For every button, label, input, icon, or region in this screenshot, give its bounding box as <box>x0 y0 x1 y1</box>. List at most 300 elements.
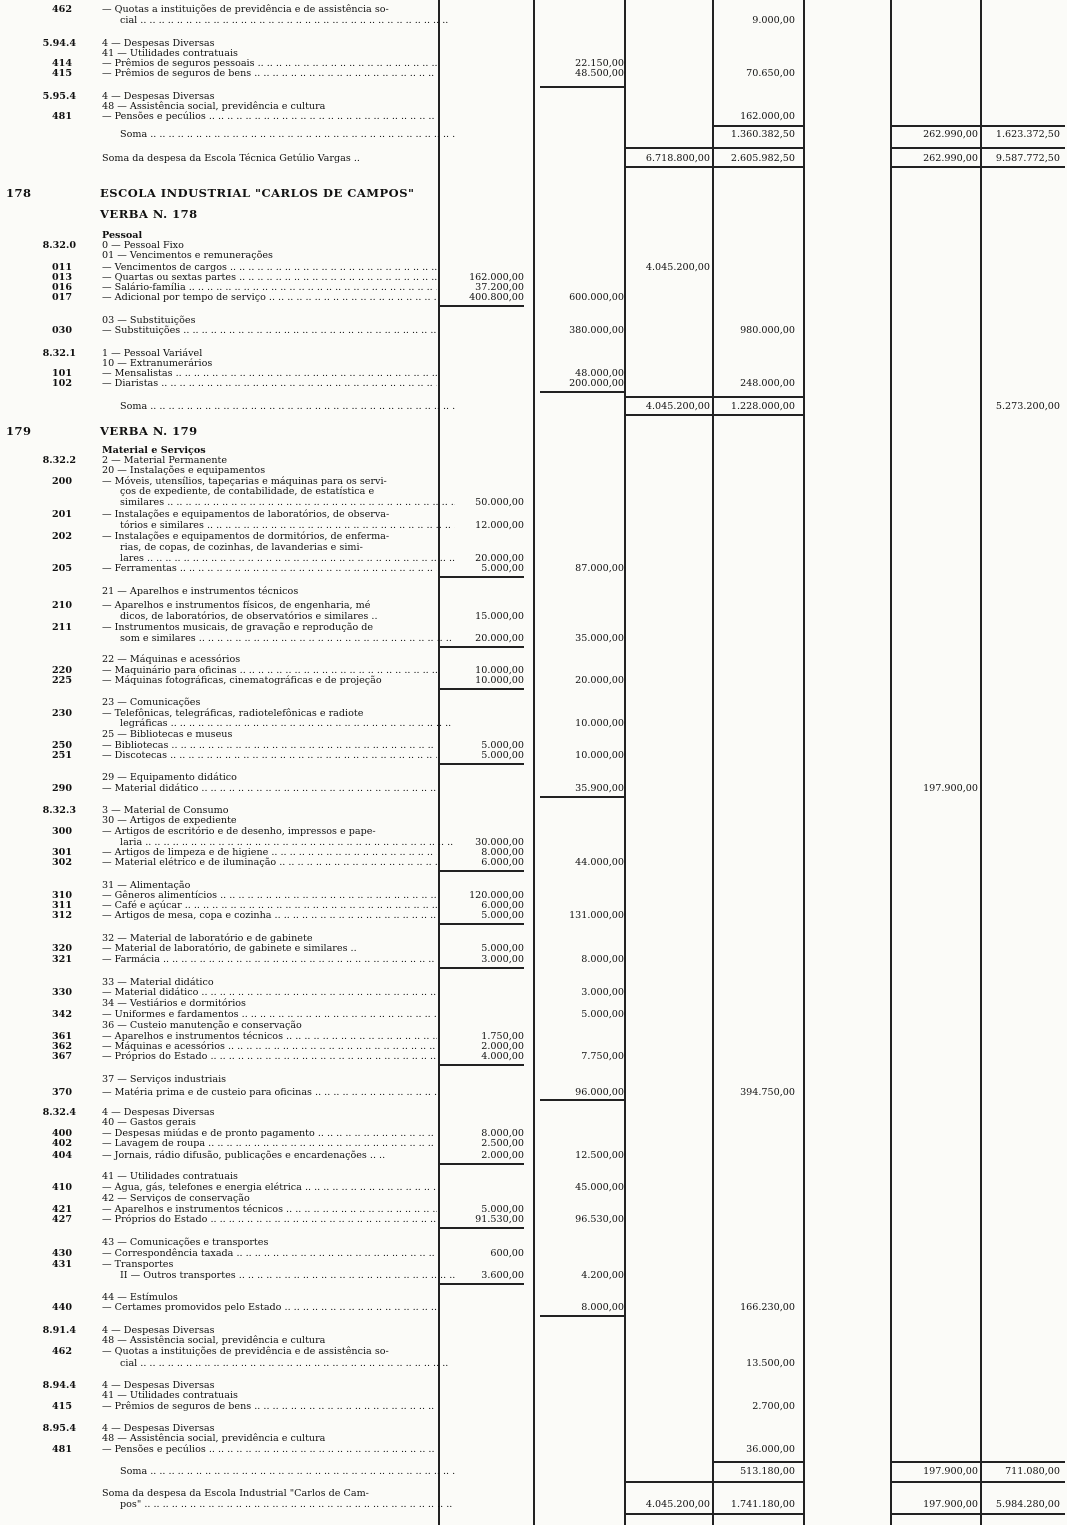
item-description: — Substituições .. .. <box>102 325 437 336</box>
item-description: — Pensões e pecúlios .. .. <box>102 1444 437 1455</box>
item-description: legráficas .. .. <box>120 718 455 729</box>
amount-v4: 1.360.382,50 <box>730 129 795 140</box>
item-description: 41 — Utilidades contratuais <box>102 48 238 59</box>
item-description: 37 — Serviços industriais <box>102 1074 227 1085</box>
amount-v4: 1.741.180,00 <box>730 1499 795 1510</box>
item-description: 4 — Despesas Diversas <box>102 1325 215 1336</box>
total-rule <box>624 147 803 149</box>
amount-v1: 8.000,00 <box>481 1128 524 1139</box>
item-code: 013 <box>51 272 72 283</box>
table-row <box>0 1270 1067 1281</box>
table-row <box>0 1401 1067 1412</box>
item-description: 42 — Serviços de conservação <box>102 1193 250 1204</box>
table-row <box>0 697 1067 708</box>
table-row <box>0 1074 1067 1085</box>
item-code: 400 <box>51 1128 72 1139</box>
amount-v4: 9.000,00 <box>752 15 795 26</box>
item-description: — Jornais, rádio difusão, publicações e encardenações .. .. <box>102 1150 386 1161</box>
item-description: 36 — Custeio manutenção e conservação <box>102 1020 302 1031</box>
amount-v1: 400.800,00 <box>469 292 524 303</box>
item-description: 34 — Vestiários e dormitórios <box>102 998 246 1009</box>
amount-v5: 262.990,00 <box>923 129 978 140</box>
amount-v3: 6.718.800,00 <box>645 153 710 164</box>
table-row <box>0 563 1067 574</box>
item-description: dicos, de laboratórios, de observatórios e similares .. <box>120 611 378 622</box>
amount-v6: 1.623.372,50 <box>995 129 1060 140</box>
item-code: 462 <box>51 1346 72 1357</box>
item-description: — Prêmios de seguros de bens .. .. <box>102 1401 437 1412</box>
table-row <box>0 826 1067 837</box>
total-rule <box>624 414 803 416</box>
table-row <box>0 129 1067 140</box>
section-heading: VERBA N. 178 <box>100 207 198 221</box>
item-description: — Instalações e equipamentos de laboratórios, de observa- <box>102 509 390 520</box>
table-row <box>0 998 1067 1009</box>
subtotal-rule <box>440 305 524 307</box>
amount-v2: 5.000,00 <box>581 1009 624 1020</box>
amount-v2: 35.000,00 <box>575 633 624 644</box>
item-description: similares .. .. <box>120 497 455 508</box>
amount-v4: 2.700,00 <box>752 1401 795 1412</box>
table-row <box>0 111 1067 122</box>
item-description: — Máquinas fotográficas, cinematográficas e de projeção <box>102 675 382 686</box>
section-heading: ESCOLA INDUSTRIAL "CARLOS DE CAMPOS" <box>100 186 415 200</box>
item-description: — Quartas ou sextas partes .. .. <box>102 272 437 283</box>
item-description: — Pensões e pecúlios .. .. <box>102 111 437 122</box>
subtotal-rule <box>890 1461 1065 1463</box>
item-description: 29 — Equipamento didático <box>102 772 237 783</box>
amount-v1: 2.000,00 <box>481 1150 524 1161</box>
item-description: 25 — Bibliotecas e museus <box>102 729 233 740</box>
table-row <box>0 1182 1067 1193</box>
amount-v6: 9.587.772,50 <box>995 153 1060 164</box>
amount-v5: 197.900,00 <box>923 1499 978 1510</box>
item-code: 017 <box>51 292 72 303</box>
item-description: cial .. .. <box>120 15 455 26</box>
table-row <box>0 675 1067 686</box>
amount-v2: 45.000,00 <box>575 1182 624 1193</box>
item-code: 367 <box>51 1051 72 1062</box>
amount-v1: 3.000,00 <box>481 954 524 965</box>
amount-v1: 600,00 <box>490 1248 524 1259</box>
subtotal-rule <box>440 688 524 690</box>
item-description: — Café e açúcar .. .. <box>102 900 437 911</box>
item-description: 21 — Aparelhos e instrumentos técnicos <box>102 586 299 597</box>
table-row <box>0 1302 1067 1313</box>
item-code: 402 <box>51 1138 72 1149</box>
item-code: 440 <box>51 1302 72 1313</box>
amount-v2: 96.000,00 <box>575 1087 624 1098</box>
item-description: 48 — Assistência social, previdência e cultura <box>102 1433 326 1444</box>
item-description: — Transportes <box>102 1259 174 1270</box>
amount-v4: 513.180,00 <box>740 1466 795 1477</box>
table-row <box>0 815 1067 826</box>
item-code: 102 <box>51 378 72 389</box>
item-description: — Correspondência taxada .. .. <box>102 1248 437 1259</box>
amount-v1: 91.530,00 <box>475 1214 524 1225</box>
table-row <box>0 1499 1067 1510</box>
amount-v2: 20.000,00 <box>575 675 624 686</box>
table-row <box>0 600 1067 611</box>
table-row <box>0 783 1067 794</box>
classification-code: 8.32.3 <box>42 805 76 816</box>
table-row <box>0 654 1067 665</box>
item-description: — Ferramentas .. .. <box>102 563 437 574</box>
item-code: 310 <box>51 890 72 901</box>
amount-v2: 12.500,00 <box>575 1150 624 1161</box>
subtotal-rule <box>712 1461 803 1463</box>
total-rule <box>890 147 1065 149</box>
table-row <box>0 1150 1067 1161</box>
amount-v3: 4.045.200,00 <box>645 1499 710 1510</box>
amount-v2: 35.900,00 <box>575 783 624 794</box>
item-description: 1 — Pessoal Variável <box>102 348 203 359</box>
item-description: — Uniformes e fardamentos .. .. <box>102 1009 437 1020</box>
table-row <box>0 292 1067 303</box>
amount-v1: 20.000,00 <box>475 553 524 564</box>
subtotal-rule <box>440 1283 524 1285</box>
item-description: — Matéria prima e de custeio para oficinas .. .. <box>102 1087 437 1098</box>
table-row <box>0 772 1067 783</box>
item-description: 48 — Assistência social, previdência e cultura <box>102 101 326 112</box>
table-row <box>0 1346 1067 1357</box>
item-description: laria .. .. <box>120 837 455 848</box>
table-row <box>0 954 1067 965</box>
total-rule <box>890 1481 1065 1483</box>
item-description: — Instalações e equipamentos de dormitórios, de enferma- <box>102 531 390 542</box>
amount-v5: 262.990,00 <box>923 153 978 164</box>
table-row <box>0 622 1067 633</box>
item-code: 016 <box>51 282 72 293</box>
item-description: 4 — Despesas Diversas <box>102 91 215 102</box>
table-row <box>0 1171 1067 1182</box>
item-code: 404 <box>51 1150 72 1161</box>
amount-v2: 7.750,00 <box>581 1051 624 1062</box>
subtotal-rule <box>440 967 524 969</box>
item-code: 415 <box>51 1401 72 1412</box>
table-row <box>0 497 1067 508</box>
item-code: 370 <box>51 1087 72 1098</box>
table-row <box>0 987 1067 998</box>
item-description: — Artigos de limpeza e de higiene .. .. <box>102 847 437 858</box>
classification-code: 8.94.4 <box>42 1380 76 1391</box>
table-row <box>0 729 1067 740</box>
amount-v4: 248.000,00 <box>740 378 795 389</box>
table-row <box>0 542 1067 553</box>
amount-v1: 15.000,00 <box>475 611 524 622</box>
item-description: 10 — Extranumerários <box>102 358 213 369</box>
amount-v4: 162.000,00 <box>740 111 795 122</box>
table-row <box>0 1444 1067 1455</box>
item-description: — Prêmios de seguros pessoais .. .. <box>102 58 437 69</box>
total-rule <box>624 166 803 168</box>
item-description: 4 — Despesas Diversas <box>102 38 215 49</box>
subtotal-rule <box>712 125 803 127</box>
table-row <box>0 718 1067 729</box>
item-code: 101 <box>51 368 72 379</box>
amount-v1: 6.000,00 <box>481 857 524 868</box>
item-code: 205 <box>51 563 72 574</box>
table-row <box>0 1259 1067 1270</box>
amount-v6: 711.080,00 <box>1005 1466 1060 1477</box>
table-row <box>0 1466 1067 1477</box>
item-code: 030 <box>51 325 72 336</box>
classification-code: 8.32.4 <box>42 1107 76 1118</box>
subtotal-rule <box>890 125 1065 127</box>
item-description: lares .. .. <box>120 553 455 564</box>
item-description: cial .. .. <box>120 1358 455 1369</box>
item-description: Soma da despesa da Escola Industrial "Carlos de Cam- <box>102 1488 369 1499</box>
item-description: — Gêneros alimentícios .. .. <box>102 890 437 901</box>
item-description: tórios e similares .. .. <box>120 520 455 531</box>
item-description: — Aparelhos e instrumentos técnicos .. .. <box>102 1204 437 1215</box>
item-code: 211 <box>51 622 72 633</box>
item-description: som e similares .. .. <box>120 633 455 644</box>
subtotal-rule <box>540 391 624 393</box>
item-code: 210 <box>51 600 72 611</box>
table-row <box>0 1237 1067 1248</box>
table-row <box>0 1117 1067 1128</box>
item-description: 43 — Comunicações e transportes <box>102 1237 269 1248</box>
amount-v2: 8.000,00 <box>581 954 624 965</box>
item-code: 430 <box>51 1248 72 1259</box>
item-code: 290 <box>51 783 72 794</box>
subtotal-rule <box>440 576 524 578</box>
amount-v1: 50.000,00 <box>475 497 524 508</box>
table-row <box>0 465 1067 476</box>
item-description: 41 — Utilidades contratuais <box>102 1390 238 1401</box>
subtotal-rule <box>440 1064 524 1066</box>
table-row <box>0 910 1067 921</box>
item-description: — Artigos de escritório e de desenho, impressos e pape- <box>102 826 376 837</box>
table-row <box>0 633 1067 644</box>
item-description: — Maquinário para oficinas .. .. <box>102 665 437 676</box>
item-description: Soma da despesa da Escola Técnica Getúlio Vargas .. <box>102 153 360 164</box>
amount-v2: 48.000,00 <box>575 368 624 379</box>
table-row <box>0 401 1067 412</box>
subtotal-rule <box>440 1227 524 1229</box>
amount-v1: 8.000,00 <box>481 847 524 858</box>
item-description: 03 — Substituições <box>102 315 196 326</box>
item-description: — Próprios do Estado .. .. <box>102 1051 437 1062</box>
item-code: 311 <box>51 900 72 911</box>
table-row <box>0 1390 1067 1401</box>
table-row <box>0 531 1067 542</box>
item-description: 4 — Despesas Diversas <box>102 1380 215 1391</box>
item-description: 23 — Comunicações <box>102 697 201 708</box>
item-code: 202 <box>51 531 72 542</box>
item-code: 220 <box>51 665 72 676</box>
amount-v1: 120.000,00 <box>469 890 524 901</box>
table-row <box>0 250 1067 261</box>
item-description: 31 — Alimentação <box>102 880 191 891</box>
table-row <box>0 509 1067 520</box>
table-row <box>0 1488 1067 1499</box>
item-description: — Quotas a instituições de previdência e de assistência so- <box>102 4 389 15</box>
item-description: — Quotas a instituições de previdência e de assistência so- <box>102 1346 389 1357</box>
item-code: 301 <box>51 847 72 858</box>
table-row <box>0 1248 1067 1259</box>
item-description: — Material elétrico e de iluminação .. .. <box>102 857 437 868</box>
amount-v1: 10.000,00 <box>475 675 524 686</box>
amount-v1: 162.000,00 <box>469 272 524 283</box>
item-code: 330 <box>51 987 72 998</box>
amount-v1: 20.000,00 <box>475 633 524 644</box>
amount-v2: 22.150,00 <box>575 58 624 69</box>
amount-v1: 5.000,00 <box>481 750 524 761</box>
amount-v2: 4.200,00 <box>581 1270 624 1281</box>
amount-v4: 394.750,00 <box>740 1087 795 1098</box>
amount-v1: 5.000,00 <box>481 563 524 574</box>
amount-v1: 5.000,00 <box>481 910 524 921</box>
table-row <box>0 486 1067 497</box>
classification-code: 5.94.4 <box>42 38 76 49</box>
subtotal-rule <box>440 763 524 765</box>
item-description: 20 — Instalações e equipamentos <box>102 465 266 476</box>
table-row <box>0 1358 1067 1369</box>
item-description: — Aparelhos e instrumentos físicos, de engenharia, mé <box>102 600 371 611</box>
item-description: — Máquinas e acessórios .. .. <box>102 1041 437 1052</box>
table-row <box>0 15 1067 26</box>
table-row <box>0 586 1067 597</box>
table-row <box>0 153 1067 164</box>
amount-v2: 10.000,00 <box>575 718 624 729</box>
item-description: — Aparelhos e instrumentos técnicos .. .. <box>102 1031 437 1042</box>
item-code: 201 <box>51 509 72 520</box>
subtotal-rule <box>540 1099 624 1101</box>
amount-v1: 2.500,00 <box>481 1138 524 1149</box>
item-code: 414 <box>51 58 72 69</box>
item-description: — Material didático .. .. <box>102 783 437 794</box>
item-description: 44 — Estímulos <box>102 1292 178 1303</box>
amount-v2: 380.000,00 <box>569 325 624 336</box>
amount-v4: 70.650,00 <box>746 68 795 79</box>
amount-v1: 10.000,00 <box>475 665 524 676</box>
item-description: 33 — Material didático <box>102 977 214 988</box>
amount-v1: 37.200,00 <box>475 282 524 293</box>
item-code: 250 <box>51 740 72 751</box>
table-row <box>0 1009 1067 1020</box>
amount-v5: 197.900,00 <box>923 783 978 794</box>
table-row <box>0 1087 1067 1098</box>
amount-v4: 166.230,00 <box>740 1302 795 1313</box>
item-description: — Certames promovidos pelo Estado .. .. <box>102 1302 437 1313</box>
amount-v2: 96.530,00 <box>575 1214 624 1225</box>
item-description: rias, de copas, de cozinhas, de lavanderias e simi- <box>120 542 363 553</box>
table-row <box>0 1138 1067 1149</box>
amount-v1: 30.000,00 <box>475 837 524 848</box>
verba-margin-number: 178 <box>6 186 32 200</box>
item-code: 431 <box>51 1259 72 1270</box>
item-description: — Água, gás, telefones e energia elétrica .. .. <box>102 1182 437 1193</box>
amount-v4: 13.500,00 <box>746 1358 795 1369</box>
item-description: 3 — Material de Consumo <box>102 805 229 816</box>
total-rule <box>624 396 803 398</box>
item-code: 300 <box>51 826 72 837</box>
subtotal-rule <box>540 796 624 798</box>
item-code: 361 <box>51 1031 72 1042</box>
amount-v2: 8.000,00 <box>581 1302 624 1313</box>
item-description: Soma .. .. <box>120 401 455 412</box>
item-description: 4 — Despesas Diversas <box>102 1423 215 1434</box>
item-description: II — Outros transportes .. .. <box>120 1270 455 1281</box>
amount-v1: 5.000,00 <box>481 740 524 751</box>
item-description: — Próprios do Estado .. .. <box>102 1214 437 1225</box>
subtotal-rule <box>440 870 524 872</box>
amount-v2: 48.500,00 <box>575 68 624 79</box>
item-description: — Farmácia .. .. <box>102 954 437 965</box>
item-code: 225 <box>51 675 72 686</box>
item-description: pos" .. .. <box>120 1499 455 1510</box>
item-code: 200 <box>51 476 72 487</box>
table-row <box>0 1214 1067 1225</box>
item-description: 4 — Despesas Diversas <box>102 1107 215 1118</box>
amount-v2: 44.000,00 <box>575 857 624 868</box>
subtotal-rule <box>440 1163 524 1165</box>
table-row <box>0 378 1067 389</box>
item-description: — Material de laboratório, de gabinete e similares .. <box>102 943 357 954</box>
item-description: 0 — Pessoal Fixo <box>102 240 184 251</box>
item-code: 462 <box>51 4 72 15</box>
amount-v6: 5.273.200,00 <box>995 401 1060 412</box>
table-row <box>0 1193 1067 1204</box>
item-code: 230 <box>51 708 72 719</box>
item-description: Soma .. .. <box>120 129 455 140</box>
item-description: Soma .. .. <box>120 1466 455 1477</box>
verba-margin-number: 179 <box>6 424 32 438</box>
total-rule <box>624 1481 803 1483</box>
amount-v4: 36.000,00 <box>746 1444 795 1455</box>
item-description: 32 — Material de laboratório e de gabinete <box>102 933 313 944</box>
amount-v2: 600.000,00 <box>569 292 624 303</box>
item-description: — Diaristas .. .. <box>102 378 437 389</box>
item-description: — Artigos de mesa, copa e cozinha .. .. <box>102 910 437 921</box>
item-description: 22 — Máquinas e acessórios <box>102 654 241 665</box>
classification-code: 8.32.1 <box>42 348 76 359</box>
item-code: 312 <box>51 910 72 921</box>
amount-v4: 2.605.982,50 <box>730 153 795 164</box>
table-row <box>0 1051 1067 1062</box>
item-code: 427 <box>51 1214 72 1225</box>
amount-v1: 1.750,00 <box>481 1031 524 1042</box>
item-code: 011 <box>51 262 72 273</box>
amount-v2: 10.000,00 <box>575 750 624 761</box>
table-row <box>0 1335 1067 1346</box>
item-description: 48 — Assistência social, previdência e cultura <box>102 1335 326 1346</box>
item-code: 321 <box>51 954 72 965</box>
amount-v1: 6.000,00 <box>481 900 524 911</box>
amount-v6: 5.984.280,00 <box>995 1499 1060 1510</box>
item-description: — Prêmios de seguros de bens .. .. <box>102 68 437 79</box>
table-row <box>0 943 1067 954</box>
item-description: Material e Serviços <box>102 445 206 456</box>
amount-v1: 5.000,00 <box>481 943 524 954</box>
table-row <box>0 4 1067 15</box>
table-row <box>0 611 1067 622</box>
subtotal-rule <box>540 86 624 88</box>
item-code: 421 <box>51 1204 72 1215</box>
item-code: 342 <box>51 1009 72 1020</box>
item-code: 362 <box>51 1041 72 1052</box>
section-heading: VERBA N. 179 <box>100 424 198 438</box>
item-code: 481 <box>51 1444 72 1455</box>
item-description: — Material didático .. .. <box>102 987 437 998</box>
amount-v5: 197.900,00 <box>923 1466 978 1477</box>
item-description: 40 — Gastos gerais <box>102 1117 196 1128</box>
classification-code: 8.95.4 <box>42 1423 76 1434</box>
item-description: ços de expediente, de contabilidade, de estatística e <box>120 486 375 497</box>
subtotal-rule <box>540 1315 624 1317</box>
